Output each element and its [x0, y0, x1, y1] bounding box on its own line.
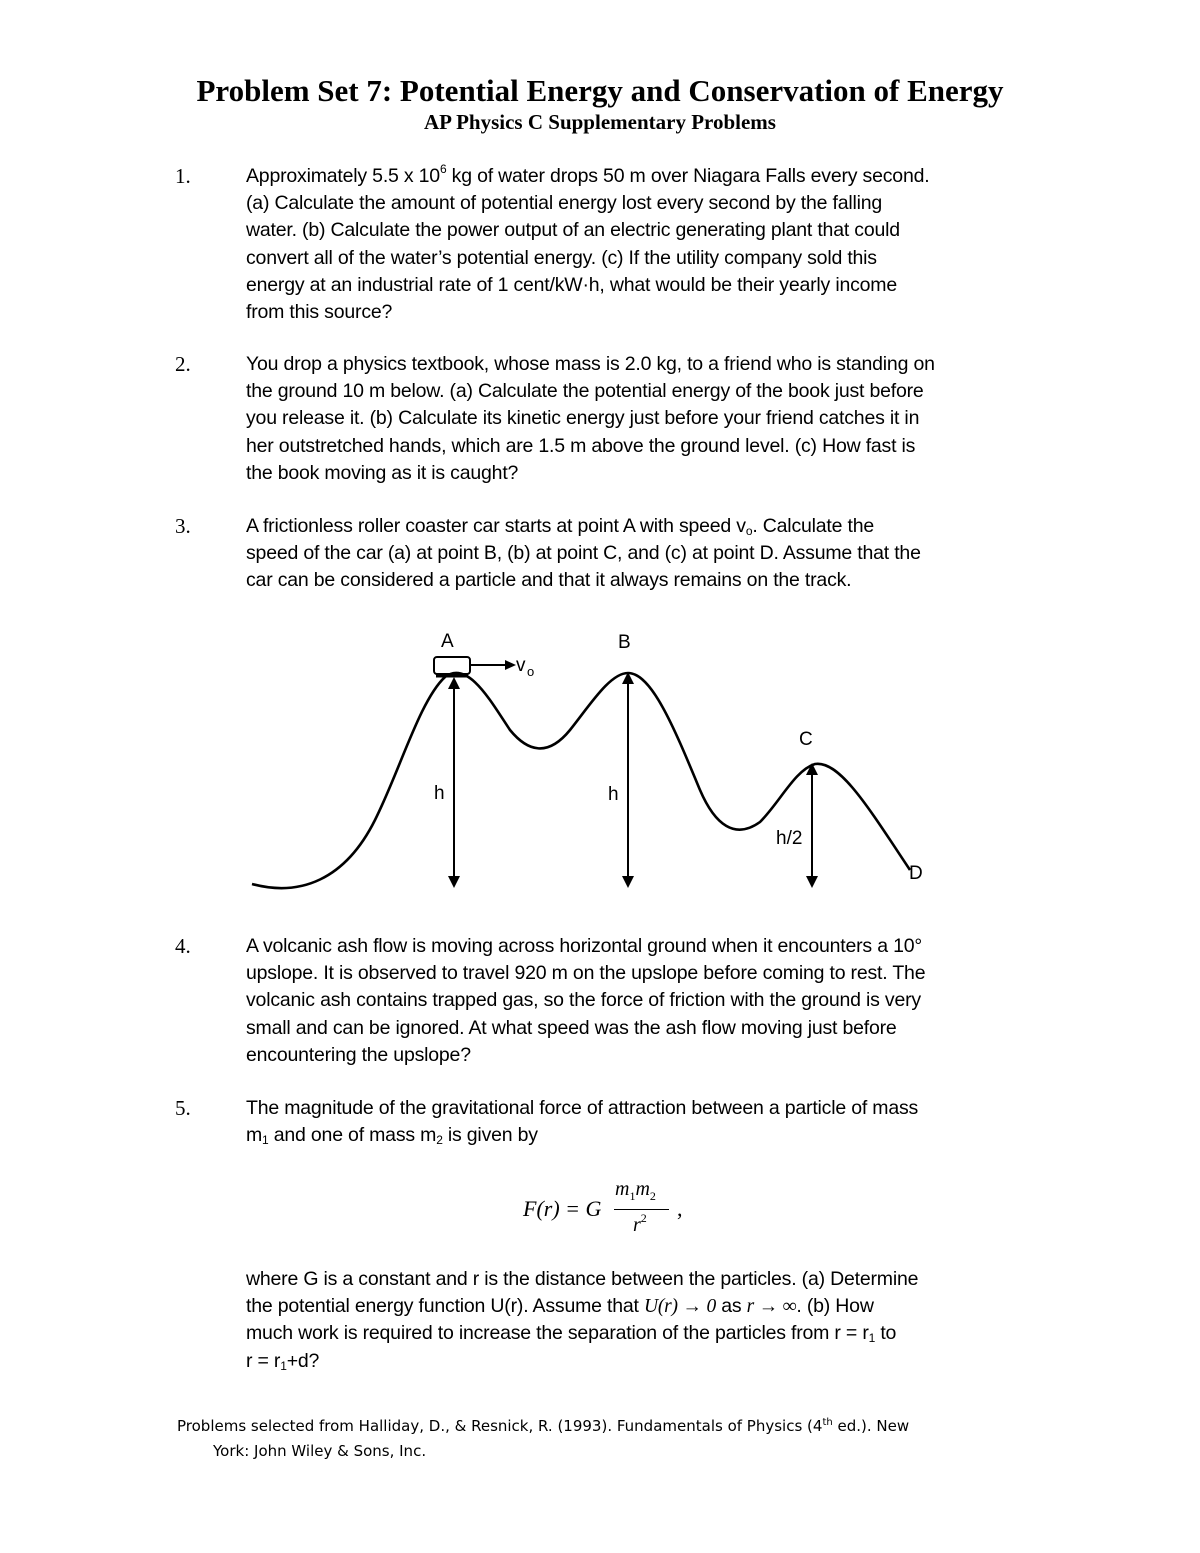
problem-5-line-text: as: [716, 1295, 747, 1318]
height-arrowhead-a-bottom: [448, 876, 460, 888]
equation-symbol: m: [635, 1178, 650, 1200]
equation-comma: ,: [677, 1196, 683, 1221]
problem-5-line: where G is a constant and r is the distance between the particles. (a) Determine: [246, 1268, 919, 1290]
page-title: Problem Set 7: Potential Energy and Conservation of Energy: [196, 73, 1004, 108]
equation-symbol: m: [615, 1178, 630, 1200]
problem-3-line-text: A frictionless roller coaster car starts at point A with speed v: [246, 515, 746, 537]
subscript: 1: [868, 1331, 876, 1346]
problem-2-line: the ground 10 m below. (a) Calculate the potential energy of the book just before: [246, 380, 924, 403]
problem-1-line: (a) Calculate the amount of potential energy lost every second by the falling: [246, 192, 883, 215]
problem-2-line: You drop a physics textbook, whose mass is 2.0 kg, to a friend who is standing on: [246, 353, 935, 375]
problem-1-line: water. (b) Calculate the power output of an electric generating plant that could: [246, 219, 900, 242]
problem-4-line: small and can be ignored. At what speed was the ash flow moving just before: [246, 1016, 897, 1039]
problem-1-number: 1.: [175, 164, 191, 188]
problem-5-line-text: m: [246, 1124, 263, 1147]
problem-5-text: [246, 1095, 1046, 1149]
height-arrowhead-b-bottom: [622, 876, 634, 888]
velocity-label: v: [516, 655, 526, 676]
height-arrowhead-c-bottom: [806, 876, 818, 888]
problem-3-line-text: . Calculate the: [752, 515, 874, 537]
problem-5-line-text: . (b) How: [796, 1295, 874, 1318]
subscript: o: [745, 524, 753, 538]
problem-5-line: [246, 1320, 1046, 1347]
problem-1-line: [246, 163, 1046, 190]
subscript: 1: [280, 1358, 287, 1373]
subscript: 2: [436, 1133, 443, 1148]
problem-1-line-text: kg of water drops 50 m over Niagara Falls every second.: [446, 165, 930, 187]
point-d-label: D: [909, 863, 923, 884]
problem-3-line: speed of the car (a) at point B, (b) at point C, and (c) at point D. Assume that the: [246, 542, 921, 565]
point-c-label: C: [799, 729, 813, 750]
inline-math: r → ∞: [746, 1296, 797, 1318]
problem-5-line-text: is given by: [442, 1124, 538, 1147]
point-a-label: A: [441, 631, 454, 652]
problem-3-line: car can be considered a particle and that it always remains on the track.: [246, 569, 852, 592]
problem-5-number: 5.: [175, 1096, 191, 1120]
inline-math: U(r) → 0: [643, 1296, 717, 1318]
problem-5-line-text: the potential energy function U(r). Assume that: [246, 1295, 644, 1318]
source-citation: [177, 1410, 1017, 1464]
equation-symbol: r: [633, 1214, 641, 1236]
problem-5-line: [246, 1293, 1046, 1320]
problem-3-text: [246, 513, 1046, 595]
problem-5-line-text: much work is required to increase the separation of the particles from r = r: [246, 1322, 869, 1345]
problem-2-line: the book moving as it is caught?: [246, 461, 519, 484]
problem-5-line: [246, 1348, 1046, 1375]
problem-5-line: The magnitude of the gravitational force of attraction between a particle of mass: [246, 1097, 919, 1119]
velocity-arrowhead: [505, 660, 516, 670]
problem-5-line-text: and one of mass m: [268, 1124, 437, 1147]
problem-2-line: her outstretched hands, which are 1.5 m above the ground level. (c) How fast is: [246, 434, 916, 457]
citation-line-1: [177, 1417, 909, 1435]
problem-2-number: 2.: [175, 352, 191, 376]
subscript: 1: [262, 1133, 269, 1148]
problem-5-line-text: +d?: [286, 1349, 320, 1372]
exponent: 2: [640, 1211, 647, 1225]
coaster-car: [434, 657, 470, 674]
problem-4-line: volcanic ash contains trapped gas, so the force of friction with the ground is very: [246, 989, 921, 1012]
problem-1-line: convert all of the water’s potential energy. (c) If the utility company sold this: [246, 246, 877, 269]
citation-text: ed.). New: [832, 1417, 910, 1435]
subscript: 1: [629, 1189, 636, 1203]
problem-3-number: 3.: [175, 514, 191, 538]
gravity-equation: [515, 1178, 715, 1242]
velocity-subscript: o: [527, 664, 535, 679]
equation-denominator: [633, 1211, 647, 1237]
problem-2-text: [246, 351, 1046, 487]
superscript: th: [822, 1417, 833, 1428]
problem-5-line-text: to: [875, 1322, 897, 1345]
height-arrowhead-a-top: [448, 677, 460, 689]
problem-1-line-text: Approximately 5.5 x 10: [246, 165, 440, 187]
problem-3-line: [246, 513, 1046, 540]
equation-lhs: F(r) = G: [523, 1196, 602, 1221]
roller-coaster-diagram: [240, 620, 940, 900]
equation-numerator: [615, 1178, 656, 1204]
page-subtitle: AP Physics C Supplementary Problems: [424, 110, 776, 134]
problem-4-number: 4.: [175, 934, 191, 958]
problem-4-line: A volcanic ash flow is moving across horizontal ground when it encounters a 10°: [246, 935, 922, 957]
problem-5-line-text: r = r: [246, 1349, 281, 1372]
problem-1-line: energy at an industrial rate of 1 cent/kW·h, what would be their yearly income: [246, 273, 897, 296]
problem-4-line: upslope. It is observed to travel 920 m on the upslope before coming to rest. The: [246, 962, 926, 985]
problem-1-text: [246, 163, 1046, 326]
height-label-b: h: [608, 784, 619, 805]
height-label-a: h: [434, 783, 445, 804]
subscript: 2: [649, 1189, 656, 1203]
citation-line-2: York: John Wiley & Sons, Inc.: [213, 1442, 427, 1460]
fraction-bar: [614, 1209, 669, 1210]
height-label-c: h/2: [776, 828, 803, 849]
citation-text: Problems selected from Halliday, D., & Resnick, R. (1993). Fundamentals of Physics (4: [177, 1417, 823, 1435]
problem-4-text: [246, 933, 1046, 1069]
point-b-label: B: [618, 632, 631, 653]
problem-2-line: you release it. (b) Calculate its kinetic energy just before your friend catches it in: [246, 407, 920, 430]
problem-5-line: [246, 1122, 1046, 1149]
exponent: 6: [439, 162, 447, 176]
problem-5-text-continued: [246, 1266, 1046, 1375]
problem-4-line: encountering the upslope?: [246, 1043, 471, 1066]
problem-1-line: from this source?: [246, 301, 393, 324]
